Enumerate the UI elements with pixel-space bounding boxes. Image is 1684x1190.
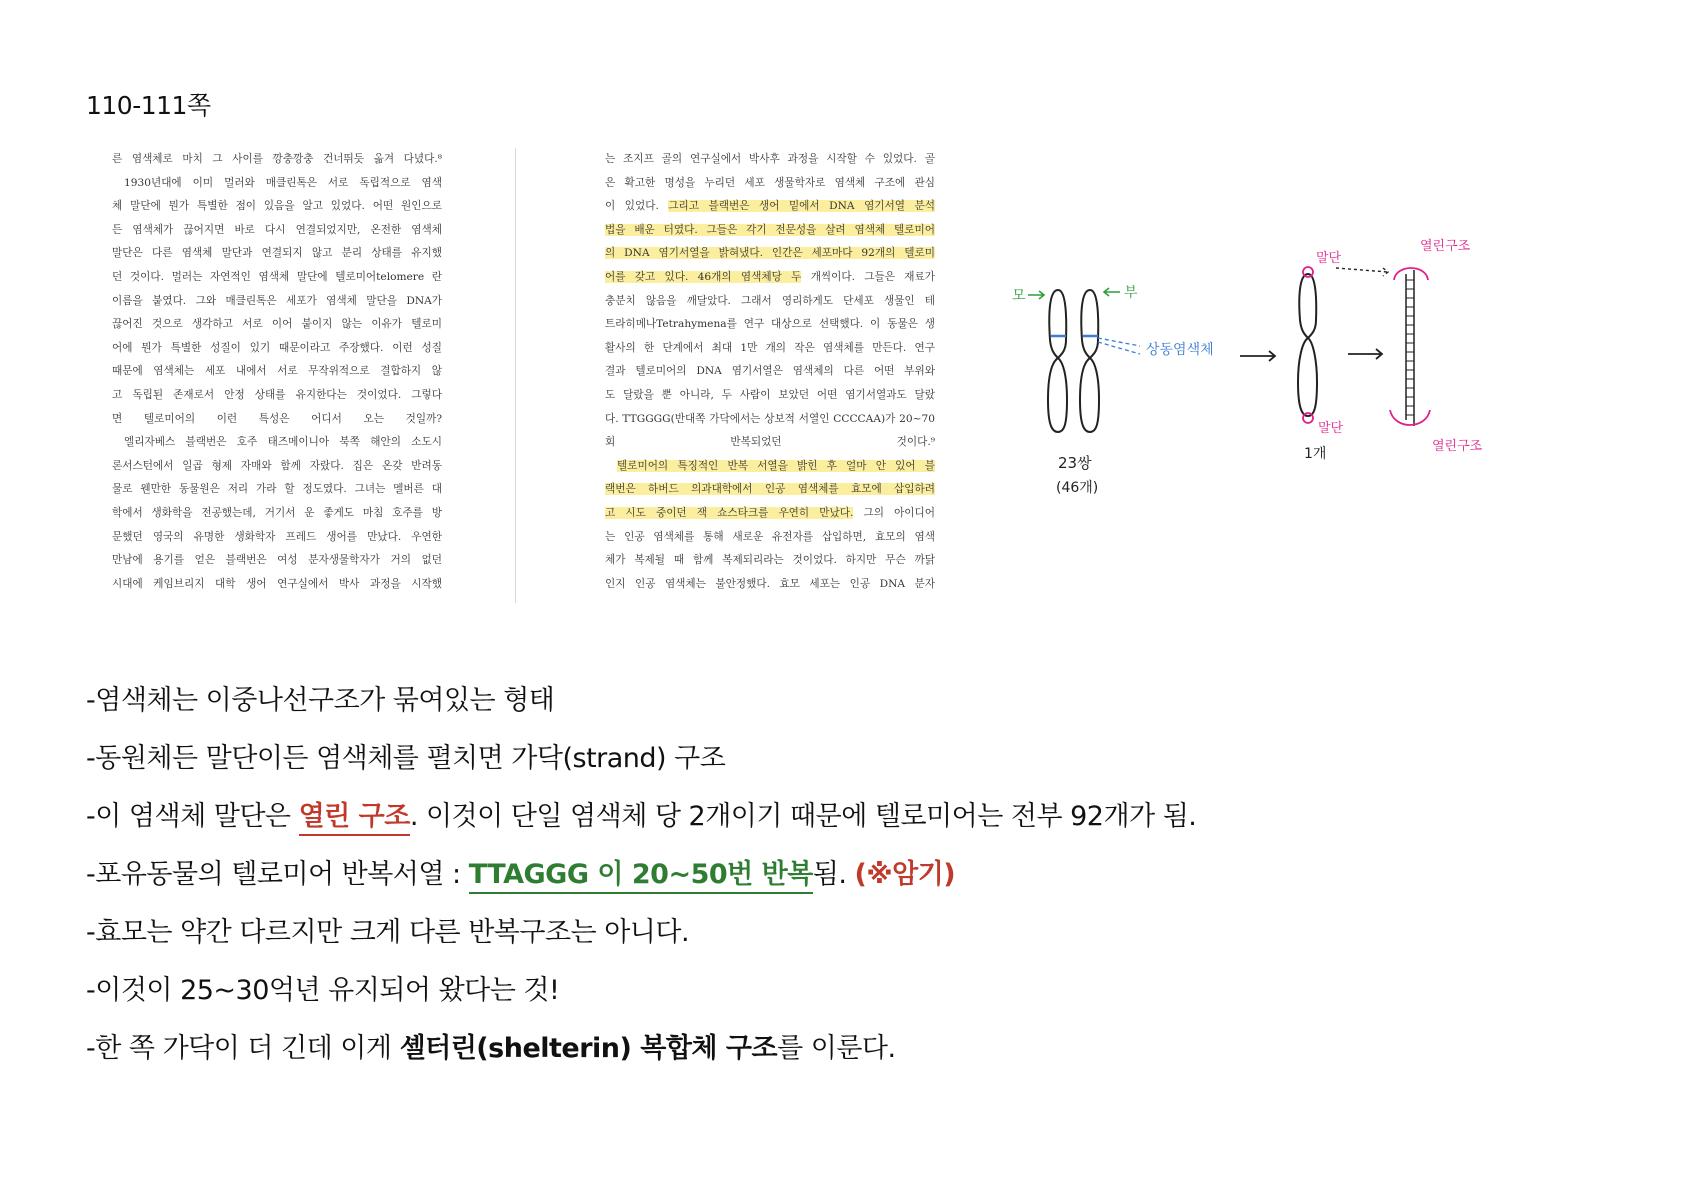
- book-line: 말단은 다른 염색체 말단과 연결되지 않고 분리 상태를 유지했: [112, 247, 442, 260]
- note-text: -한 쪽 가닥이 더 긴데 이게: [86, 1033, 400, 1064]
- book-text: 회 반복되었던 것이다.⁹: [605, 436, 935, 449]
- book-line: [605, 337, 935, 361]
- note-line: [86, 962, 1586, 1020]
- book-line: 이름을 붙였다. 그와 매클린톡은 세포가 염색체 말단을 DNA가: [112, 294, 442, 307]
- book-line: 체 말단에 뭔가 특별한 점이 있음을 알고 있었다. 어떤 원인으로: [112, 200, 442, 213]
- book-page-right: [605, 148, 935, 596]
- book-line: [605, 195, 935, 219]
- book-text: 충분치 않음을 깨달았다. 그래서 영리하게도 단세포 생물인 테: [605, 294, 935, 307]
- homolog-dash-1: [1098, 338, 1140, 346]
- book-line: 면 텔로미어의 이런 특성은 어디서 오는 것일까?: [112, 412, 442, 425]
- book-line: [605, 573, 935, 597]
- book-line: [605, 290, 935, 314]
- note-text: 를 이룬다.: [777, 1033, 896, 1064]
- book-text: 은 확고한 명성을 누리던 세포 생물학자로 염색체 구조에 관심: [605, 176, 935, 189]
- unfolded-strand: [1406, 270, 1414, 426]
- label-46: (46개): [1056, 480, 1099, 496]
- note-line: [86, 672, 1586, 730]
- page-heading: 110-111쪽: [86, 91, 211, 120]
- note-line: [86, 846, 1586, 904]
- book-text: 는 조지프 골의 연구실에서 박사후 과정을 시작할 수 있었다. 골: [605, 153, 935, 165]
- note-line: [86, 904, 1586, 962]
- book-text: 도 달랐을 뿐 아니라, 두 사람이 보았던 어떤 염기서열과도 달랐: [605, 388, 935, 401]
- label-one: 1개: [1304, 446, 1327, 462]
- book-line: [605, 431, 935, 455]
- book-line: 론서스턴에서 일곱 형제 자매와 함께 자랐다. 집은 온갖 반려동: [112, 459, 442, 472]
- homolog-dash-2: [1098, 342, 1140, 354]
- book-line: 고 독립된 존재로서 안정 상태를 유지한다는 것이었다. 그렇다: [112, 388, 442, 401]
- book-line: 던 것이다. 멀러는 자연적인 염색체 말단에 텔로미어telomere 란: [112, 270, 442, 283]
- label-open-top: 열린구조: [1420, 239, 1471, 254]
- book-line: 때문에 염색체는 세포 내에서 서로 무작위적으로 결합하지 않: [112, 365, 442, 378]
- highlighted-text: 그리고 블랙번은 생어 밑에서 DNA 염기서열 분석: [668, 200, 935, 213]
- book-line: 학에서 생화학을 전공했는데, 거기서 운 좋게도 마침 호주를 방: [112, 506, 442, 519]
- book-page-scan: [100, 148, 935, 603]
- note-text: -염색체는 이중나선구조가 묶여있는 형태: [86, 685, 555, 716]
- note-text: -이것이 25~30억년 유지되어 왔다는 것!: [86, 975, 560, 1006]
- book-line: [605, 478, 935, 502]
- book-line: [605, 148, 935, 172]
- note-line: [86, 788, 1586, 846]
- book-line: [605, 219, 935, 243]
- highlighted-text: 랙번은 하버드 의과대학에서 인공 염색체를 효모에 삽입하려: [605, 483, 935, 496]
- book-line: 끊어진 것으로 생각하고 서로 이어 붙이지 않는 이유가 텔로미: [112, 318, 442, 331]
- book-page-left: [112, 148, 442, 596]
- label-telomere-top: 말단: [1316, 251, 1342, 266]
- note-text: 됨.: [812, 859, 855, 890]
- book-line: 문했던 영국의 유명한 생화학자 프레드 생어를 만났다. 우연한: [112, 530, 442, 543]
- highlighted-text: 텔로미어의 특징적인 반복 서열을 밝힌 후 얼마 안 있어 블: [617, 459, 935, 472]
- note-text: -동원체든 말단이든 염색체를 펼치면 가닥(strand) 구조: [86, 743, 726, 774]
- telomere-top-mark: [1303, 267, 1313, 277]
- book-line: [605, 455, 935, 479]
- book-line: [605, 360, 935, 384]
- book-line: 엘리자베스 블랙번은 호주 태즈메이니아 북쪽 해안의 소도시: [124, 436, 442, 449]
- label-homolog: 상동염색체: [1146, 342, 1214, 358]
- arrow-to-strand: [1348, 349, 1382, 359]
- highlighted-text: 법을 배운 터였다. 그들은 각기 전문성을 살려 염색체 텔로미어: [605, 223, 935, 236]
- note-text: -효모는 약간 다르지만 크게 다른 반복구조는 아니다.: [86, 917, 690, 948]
- book-line: 어에 뭔가 특별한 성질이 있기 때문이라고 주장했다. 이런 성질: [112, 341, 442, 354]
- book-text: 그의 아이디어: [853, 506, 935, 519]
- chromosome-single: [1298, 274, 1317, 416]
- book-line: 른 염색체로 마치 그 사이를 깡충깡충 건너뛰듯 옮겨 다녔다.⁸: [112, 153, 442, 165]
- open-arc-top: [1394, 268, 1428, 280]
- book-text: 다. TTGGGG(반대쪽 가닥에서는 상보적 서열인 CCCCAA)가 20~70: [605, 412, 935, 425]
- arrow-to-single: [1240, 351, 1275, 361]
- book-line: 만남에 용기를 얻은 블랙번은 여성 분자생물학자가 거의 없던: [112, 554, 442, 567]
- arrow-bu: [1104, 288, 1120, 296]
- book-line: 1930년대에 이미 멀러와 매클린톡은 서로 독립적으로 염색: [124, 176, 442, 189]
- book-text: 트라히메나Tetrahymena를 연구 대상으로 선택했다. 이 동물은 생: [605, 318, 935, 331]
- dotted-arrow: [1336, 268, 1388, 276]
- book-text: 는 인공 염색체를 통해 새로운 유전자를 삽입하면, 효모의 염색: [605, 530, 935, 543]
- book-line: [605, 313, 935, 337]
- chromosome-right: [1080, 290, 1099, 432]
- open-arc-bottom: [1390, 410, 1430, 425]
- book-line: [605, 502, 935, 526]
- book-text: 이 있었다.: [605, 200, 669, 213]
- book-line: 시대에 케임브리지 대학 생어 연구실에서 박사 과정을 시작했: [112, 577, 442, 590]
- highlighted-text: 의 DNA 염기서열을 밝혀냈다. 인간은 세포마다 92개의 텔로미: [605, 247, 935, 260]
- emphasis-text: 열린 구조: [299, 801, 410, 836]
- arrow-mo: [1028, 291, 1044, 299]
- book-line: [605, 266, 935, 290]
- emphasis-text: 셸터린(shelterin) 복합체 구조: [399, 1033, 778, 1064]
- book-line: [605, 408, 935, 432]
- label-23pairs: 23쌍: [1058, 454, 1092, 472]
- label-telomere-bottom: 말단: [1318, 421, 1344, 436]
- highlighted-text: 고 시도 중이던 잭 쇼스타크를 우연히 만났다.: [605, 506, 854, 519]
- book-text: 인지 인공 염색체는 불안정했다. 효모 세포는 인공 DNA 분자: [605, 577, 935, 590]
- book-text: 개씩이다. 그들은 재료가: [801, 270, 935, 283]
- chromosome-pair: [1048, 290, 1099, 432]
- chromosome-left: [1048, 290, 1067, 432]
- book-line: [605, 172, 935, 196]
- book-text: 체가 복제될 때 함께 복제되리라는 것이었다. 하지만 무슨 까닭: [605, 554, 935, 567]
- book-line: [605, 526, 935, 550]
- emphasis-text: TTAGGG 이 20~50번 반복: [469, 859, 813, 894]
- chromosome-diagram: [990, 239, 1490, 510]
- book-line: 든 염색체가 끊어지면 바로 다시 연결되었지만, 온전한 염색체: [112, 223, 442, 236]
- label-open-bottom: 열린구조: [1432, 439, 1483, 454]
- note-text: -이 염색체 말단은: [86, 801, 299, 832]
- book-gutter: [515, 148, 516, 603]
- book-line: [605, 549, 935, 573]
- note-line: [86, 730, 1586, 788]
- note-text: -포유동물의 텔로미어 반복서열 :: [86, 859, 469, 890]
- highlighted-text: 어를 갖고 있다. 46개의 염색체당 두: [605, 270, 802, 283]
- book-line: [605, 242, 935, 266]
- telomere-bottom-mark: [1303, 413, 1313, 423]
- emphasis-text: (※암기): [854, 859, 956, 890]
- book-text: 활사의 한 단계에서 최대 1만 개의 작은 염색체를 만든다. 연구: [605, 341, 935, 354]
- book-line: 물로 웬만한 동물원은 저리 가라 할 정도였다. 그녀는 멜버른 대: [112, 483, 442, 496]
- note-line: [86, 1020, 1586, 1078]
- book-line: [605, 384, 935, 408]
- chromosome-sketch: [990, 239, 1490, 510]
- note-text: . 이것이 단일 염색체 당 2개이기 때문에 텔로미어는 전부 92개가 됨.: [409, 801, 1197, 832]
- book-text: 결과 텔로미어의 DNA 염기서열은 염색체의 다른 어떤 부위와: [605, 365, 935, 378]
- study-notes: [86, 672, 1586, 1078]
- label-mo: 모: [1012, 288, 1026, 304]
- label-bu: 부: [1124, 285, 1138, 301]
